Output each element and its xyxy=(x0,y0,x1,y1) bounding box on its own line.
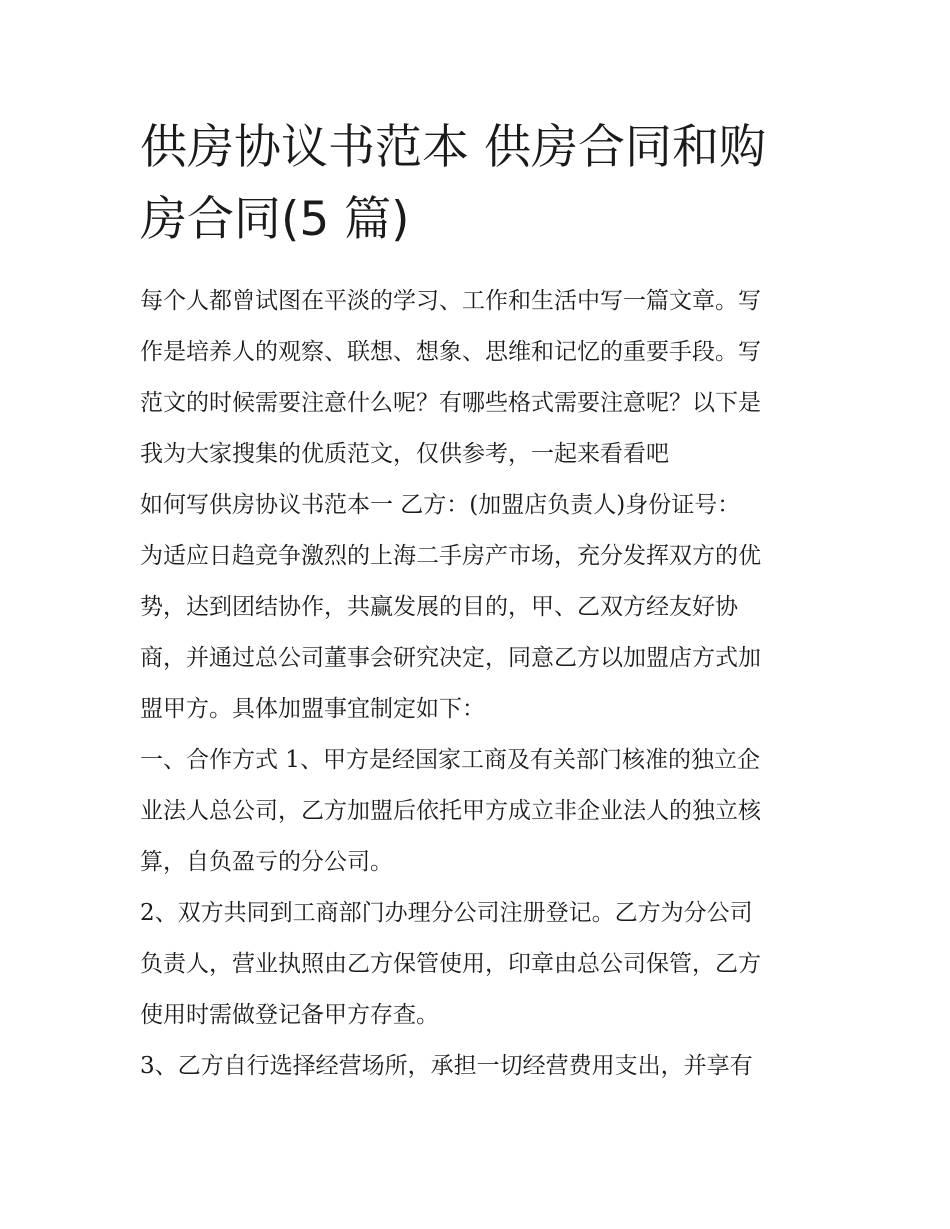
document-page xyxy=(140,112,820,1092)
body-line: 盟甲方。具体加盟事宜制定如下： xyxy=(140,696,485,722)
body-line: 作是培养人的观察、联想、想象、思维和记忆的重要手段。写 xyxy=(140,339,761,365)
body-line: 为适应日趋竞争激烈的上海二手房产市场，充分发挥双方的优 xyxy=(140,543,761,569)
body-line: 业法人总公司，乙方加盟后依托甲方成立非企业法人的独立核 xyxy=(140,798,761,824)
body-line: 负责人，营业执照由乙方保管使用，印章由总公司保管，乙方 xyxy=(140,951,761,977)
title-line: 房合同(5 篇) xyxy=(140,192,410,247)
body-line: 商，并通过总公司董事会研究决定，同意乙方以加盟店方式加 xyxy=(140,645,761,671)
body-line: 2、双方共同到工商部门办理分公司注册登记。乙方为分公司 xyxy=(140,900,753,926)
body-line: 每个人都曾试图在平淡的学习、工作和生活中写一篇文章。写 xyxy=(140,288,761,314)
title-line: 供房协议书范本 供房合同和购 xyxy=(140,120,766,175)
body-line: 如何写供房协议书范本一 乙方：(加盟店负责人)身份证号： xyxy=(140,492,741,518)
body-line: 3、乙方自行选择经营场所，承担一切经营费用支出，并享有 xyxy=(140,1053,753,1079)
body-line: 算，自负盈亏的分公司。 xyxy=(140,849,393,875)
body-line: 我为大家搜集的优质范文，仅供参考，一起来看看吧 xyxy=(140,441,669,467)
body-line: 使用时需做登记备甲方存查。 xyxy=(140,1002,439,1028)
body-line: 范文的时候需要注意什么呢？有哪些格式需要注意呢？以下是 xyxy=(140,390,761,416)
body-line: 一、合作方式 1、甲方是经国家工商及有关部门核准的独立企 xyxy=(140,747,760,773)
body-line: 势，达到团结协作，共赢发展的目的，甲、乙双方经友好协 xyxy=(140,594,738,620)
document-title xyxy=(140,112,820,256)
document-body xyxy=(140,276,820,1092)
